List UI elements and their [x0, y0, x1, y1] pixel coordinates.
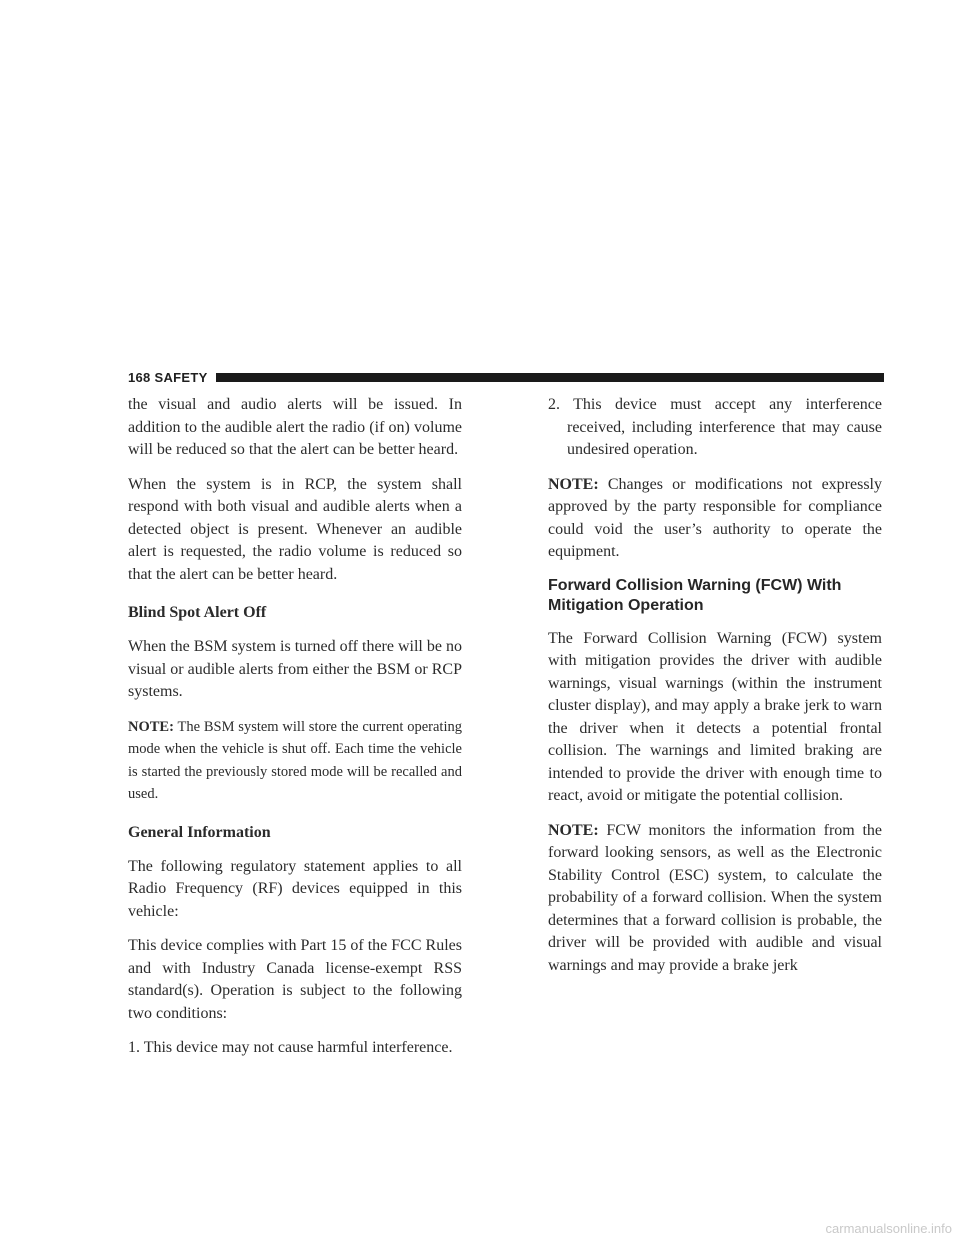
list-item: 1. This device may not cause harmful interference. — [128, 1039, 453, 1056]
watermark: carmanualsonline.info — [825, 1221, 952, 1236]
note-label: NOTE: — [128, 718, 174, 735]
paragraph: When the system is in RCP, the system shall respond with both visual and audible alerts when a detected object is present. Whenever an audible alert is requested, the radio volume is reduced so that the alert can be better heard. — [128, 475, 462, 583]
paragraph: This device complies with Part 15 of the FCC Rules and with Industry Canada license-exempt RSS standard(s). Operation is subject to the following two conditions: — [128, 937, 462, 1022]
paragraph: When the BSM system is turned off there will be no visual or audible alerts from either the BSM or RCP systems. — [128, 638, 462, 700]
note-label: NOTE: — [548, 475, 599, 493]
page-header — [128, 369, 884, 385]
left-column — [128, 394, 462, 1072]
note-text: The BSM system will store the current operating mode when the vehicle is shut off. Each time the vehicle is started the previously stored mode will be recalled and used. — [128, 718, 462, 802]
note-text: Changes or modifications not expressly approved by the party responsible for compliance could void the user’s authority to operate the equipment. — [548, 475, 882, 560]
page-number-section: 168 SAFETY — [128, 369, 208, 385]
heading-general-information: General Information — [128, 823, 271, 841]
note-text: FCW monitors the information from the forward looking sensors, as well as the Electronic Stability Control (ESC) system, to calculate the probability of a forward collision. When the system determines that a forward collision is probable, the driver will be provided with audible and visual warnings and may provide a brake jerk — [548, 821, 882, 974]
paragraph: the visual and audio alerts will be issued. In addition to the audible alert the radio (if on) volume will be reduced so that the alert can be better heard. — [128, 396, 462, 458]
header-rule — [216, 373, 884, 382]
note-label: NOTE: — [548, 821, 599, 839]
note-paragraph — [128, 716, 462, 806]
heading-blind-spot-alert-off: Blind Spot Alert Off — [128, 604, 267, 621]
right-column — [548, 394, 882, 989]
paragraph: The following regulatory statement applies to all Radio Frequency (RF) devices equipped in this vehicle: — [128, 857, 462, 920]
note-paragraph — [548, 474, 882, 564]
heading-forward-collision-warning: Forward Collision Warning (FCW) With Mitigation Operation — [548, 576, 842, 614]
note-paragraph — [548, 820, 882, 978]
list-item: 2. This device must accept any interference received, including interference that may cause undesired operation. — [548, 396, 882, 458]
paragraph: The Forward Collision Warning (FCW) system with mitigation provides the driver with audible warnings, visual warnings (within the instrument cluster display), and may apply a brake jerk to warn the driver when it detects a potential frontal collision. The warnings and limited braking are intended to provide the driver with enough time to react, avoid or mitigate the potential collision. — [548, 629, 882, 804]
